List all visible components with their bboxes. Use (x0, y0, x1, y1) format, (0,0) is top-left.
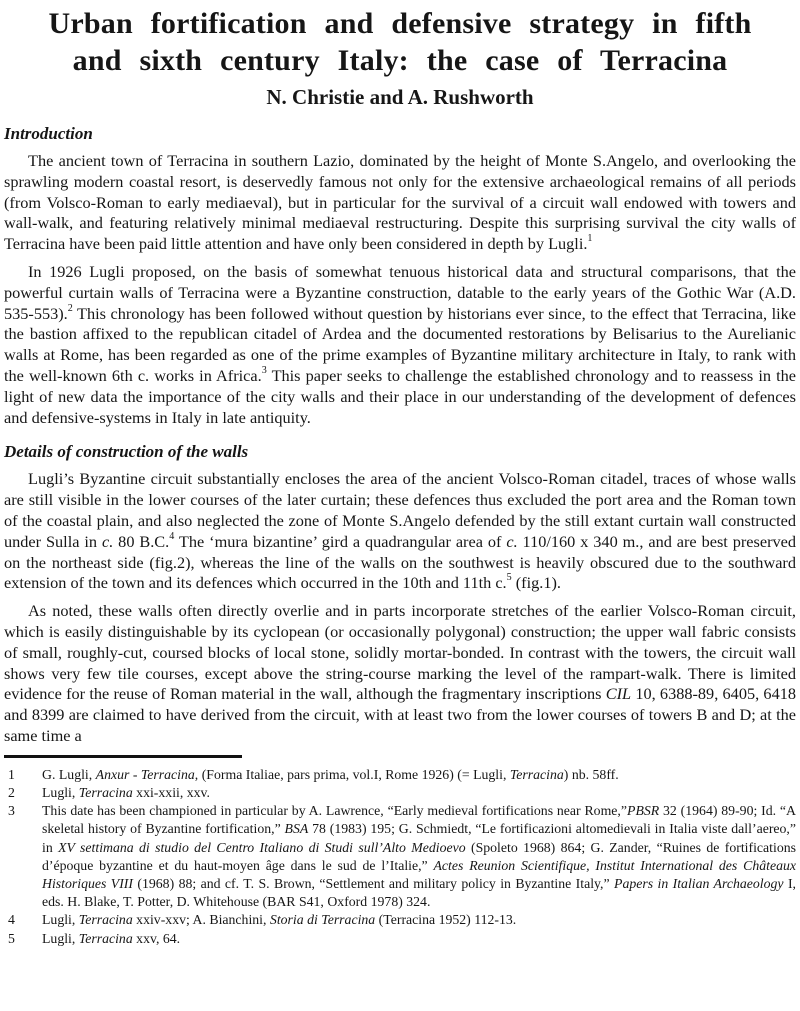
footnote-4 (4, 911, 796, 929)
title-line-1: Urban fortification and defensive strategy in fifth (48, 7, 752, 40)
footnotes-section (4, 755, 796, 948)
paragraph-intro-2: In 1926 Lugli proposed, on the basis of somewhat tenuous historical data and structural comparisons, that the powerful curtain walls of Terracina were a Byzantine construction, datable to the early years of the Gothic War (A.D. 535-553).$^2$ This chronology has been followed without question by historians ever since, to the effect that Terracina, like the bastion affixed to the republican citadel of Ardea and the documented restorations by Belisarius to the Aurelianic walls at Rome, has been regarded as one of the prime examples of Byzantine military architecture in Italy, to rank with the well-known 6th c. works in Africa.$^3$ This paper seeks to challenge the established chronology and to reassess in the light of new data the importance of the city walls and their place in our understanding of the development of defences and defensive-systems in Italy in late antiquity. (4, 261, 796, 427)
footnote-number: 5 (8, 930, 15, 946)
footnote-text: Lugli, Terracina xxv, 64. (42, 930, 181, 946)
footnote-number: 4 (8, 912, 15, 928)
footnote-1 (4, 766, 796, 784)
footnote-number: 2 (8, 784, 15, 800)
paragraph-intro-1: The ancient town of Terracina in southern Lazio, dominated by the height of Monte S.Angelo, and overlooking the sprawling modern coastal resort, is deservedly famous not only for the extensive archaeological remains of all periods (from Volsco-Roman to early mediaeval), but in particular for the survival of a circuit wall endowed with towers and wall-walk, and featuring relatively minimal mediaeval restructuring. Despite this surprising survival the city walls of Terracina have been paid little attention and have only been considered in depth by Lugli.$^1$ (4, 151, 796, 254)
page-title (4, 5, 796, 79)
footnote-number: 1 (8, 766, 15, 782)
footnote-2 (4, 784, 796, 802)
footnote-text: Lugli, Terracina xxiv-xxv; A. Bianchini, Storia di Terracina (Terracina 1952) 112-13. (42, 912, 517, 928)
footnote-text: Lugli, Terracina xxi-xxii, xxv. (42, 784, 211, 800)
footnote-number: 3 (8, 803, 15, 819)
section-heading-introduction: Introduction (4, 124, 93, 143)
section-heading-details: Details of construction of the walls (4, 442, 249, 462)
paragraph-details-1: Lugli’s Byzantine circuit substantially encloses the area of the ancient Volsco-Roman citadel, traces of whose walls are still visible in the lower courses of the later curtain; these defences thus excluded the port area and the Roman town of the coastal plain, and also neglected the zone of Monte S.Angelo defended by the still extant curtain wall constructed under Sulla in c. 80 B.C.$^4$ The ‘mura bizantine’ gird a quadrangular area of c. 110/160 x 340 m., and are best preserved on the northeast side (fig.2), whereas the line of the walls on the southwest is heavily obscured due to the southward extension of the town and its defences which occurred in the 10th and 11th c.$^5$ (fig.1). (4, 469, 796, 593)
footnote-text: G. Lugli, Anxur - Terracina, (Forma Italiae, pars prima, vol.I, Rome 1926) (= Lugli, Terracina) nb. 58ff. (42, 766, 619, 782)
footnote-3 (4, 802, 796, 911)
authors-line: N. Christie and A. Rushworth (266, 85, 534, 109)
footnote-5 (4, 930, 796, 948)
paragraph-details-2: As noted, these walls often directly overlie and in parts incorporate stretches of the earlier Volsco-Roman circuit, which is easily distinguishable by its cyclopean (or occasionally polygonal) construction; the upper wall fabric consists of small, roughly-cut, coursed blocks of local stone, solidly mortar-bonded. In contrast with the towers, the circuit wall shows very few tile courses, except above the string-course marking the level of the rampart-walk. There is limited evidence for the reuse of Roman material in the wall, although the fragmentary inscriptions CIL 10, 6388-89, 6405, 6418 and 8399 are claimed to have derived from the circuit, with at least two from the lower courses of towers B and D; at the same time a (4, 601, 796, 745)
footnote-text: This date has been championed in particular by A. Lawrence, “Early medieval fortifications near Rome,”PBSR 32 (1964) 89-90; Id. “A skeletal history of Byzantine fortification,” BSA 78 (1983) 195; G. Schmiedt, “Le fortificazioni altomedievali in Italia viste dall’aereo,” in XV settimana di studio del Centro Italiano di Studi sull’Alto Medioevo (Spoleto 1968) 864; G. Zander, “Ruines de fortifications d’époque byzantine et du haut-moyen âge dans le sud de l’Italie,” Actes Reunion Scientifique, Institut International des Châteaux Historiques VIII (1968) 88; and cf. T. S. Brown, “Settlement and military policy in Byzantine Italy,” Papers in Italian Archaeology I, eds. H. Blake, T. Potter, D. Whitehouse (BAR S41, Oxford 1978) 324. (42, 803, 797, 910)
footnote-separator-rule (4, 755, 242, 758)
title-line-2: and sixth century Italy: the case of Terracina (72, 44, 728, 77)
